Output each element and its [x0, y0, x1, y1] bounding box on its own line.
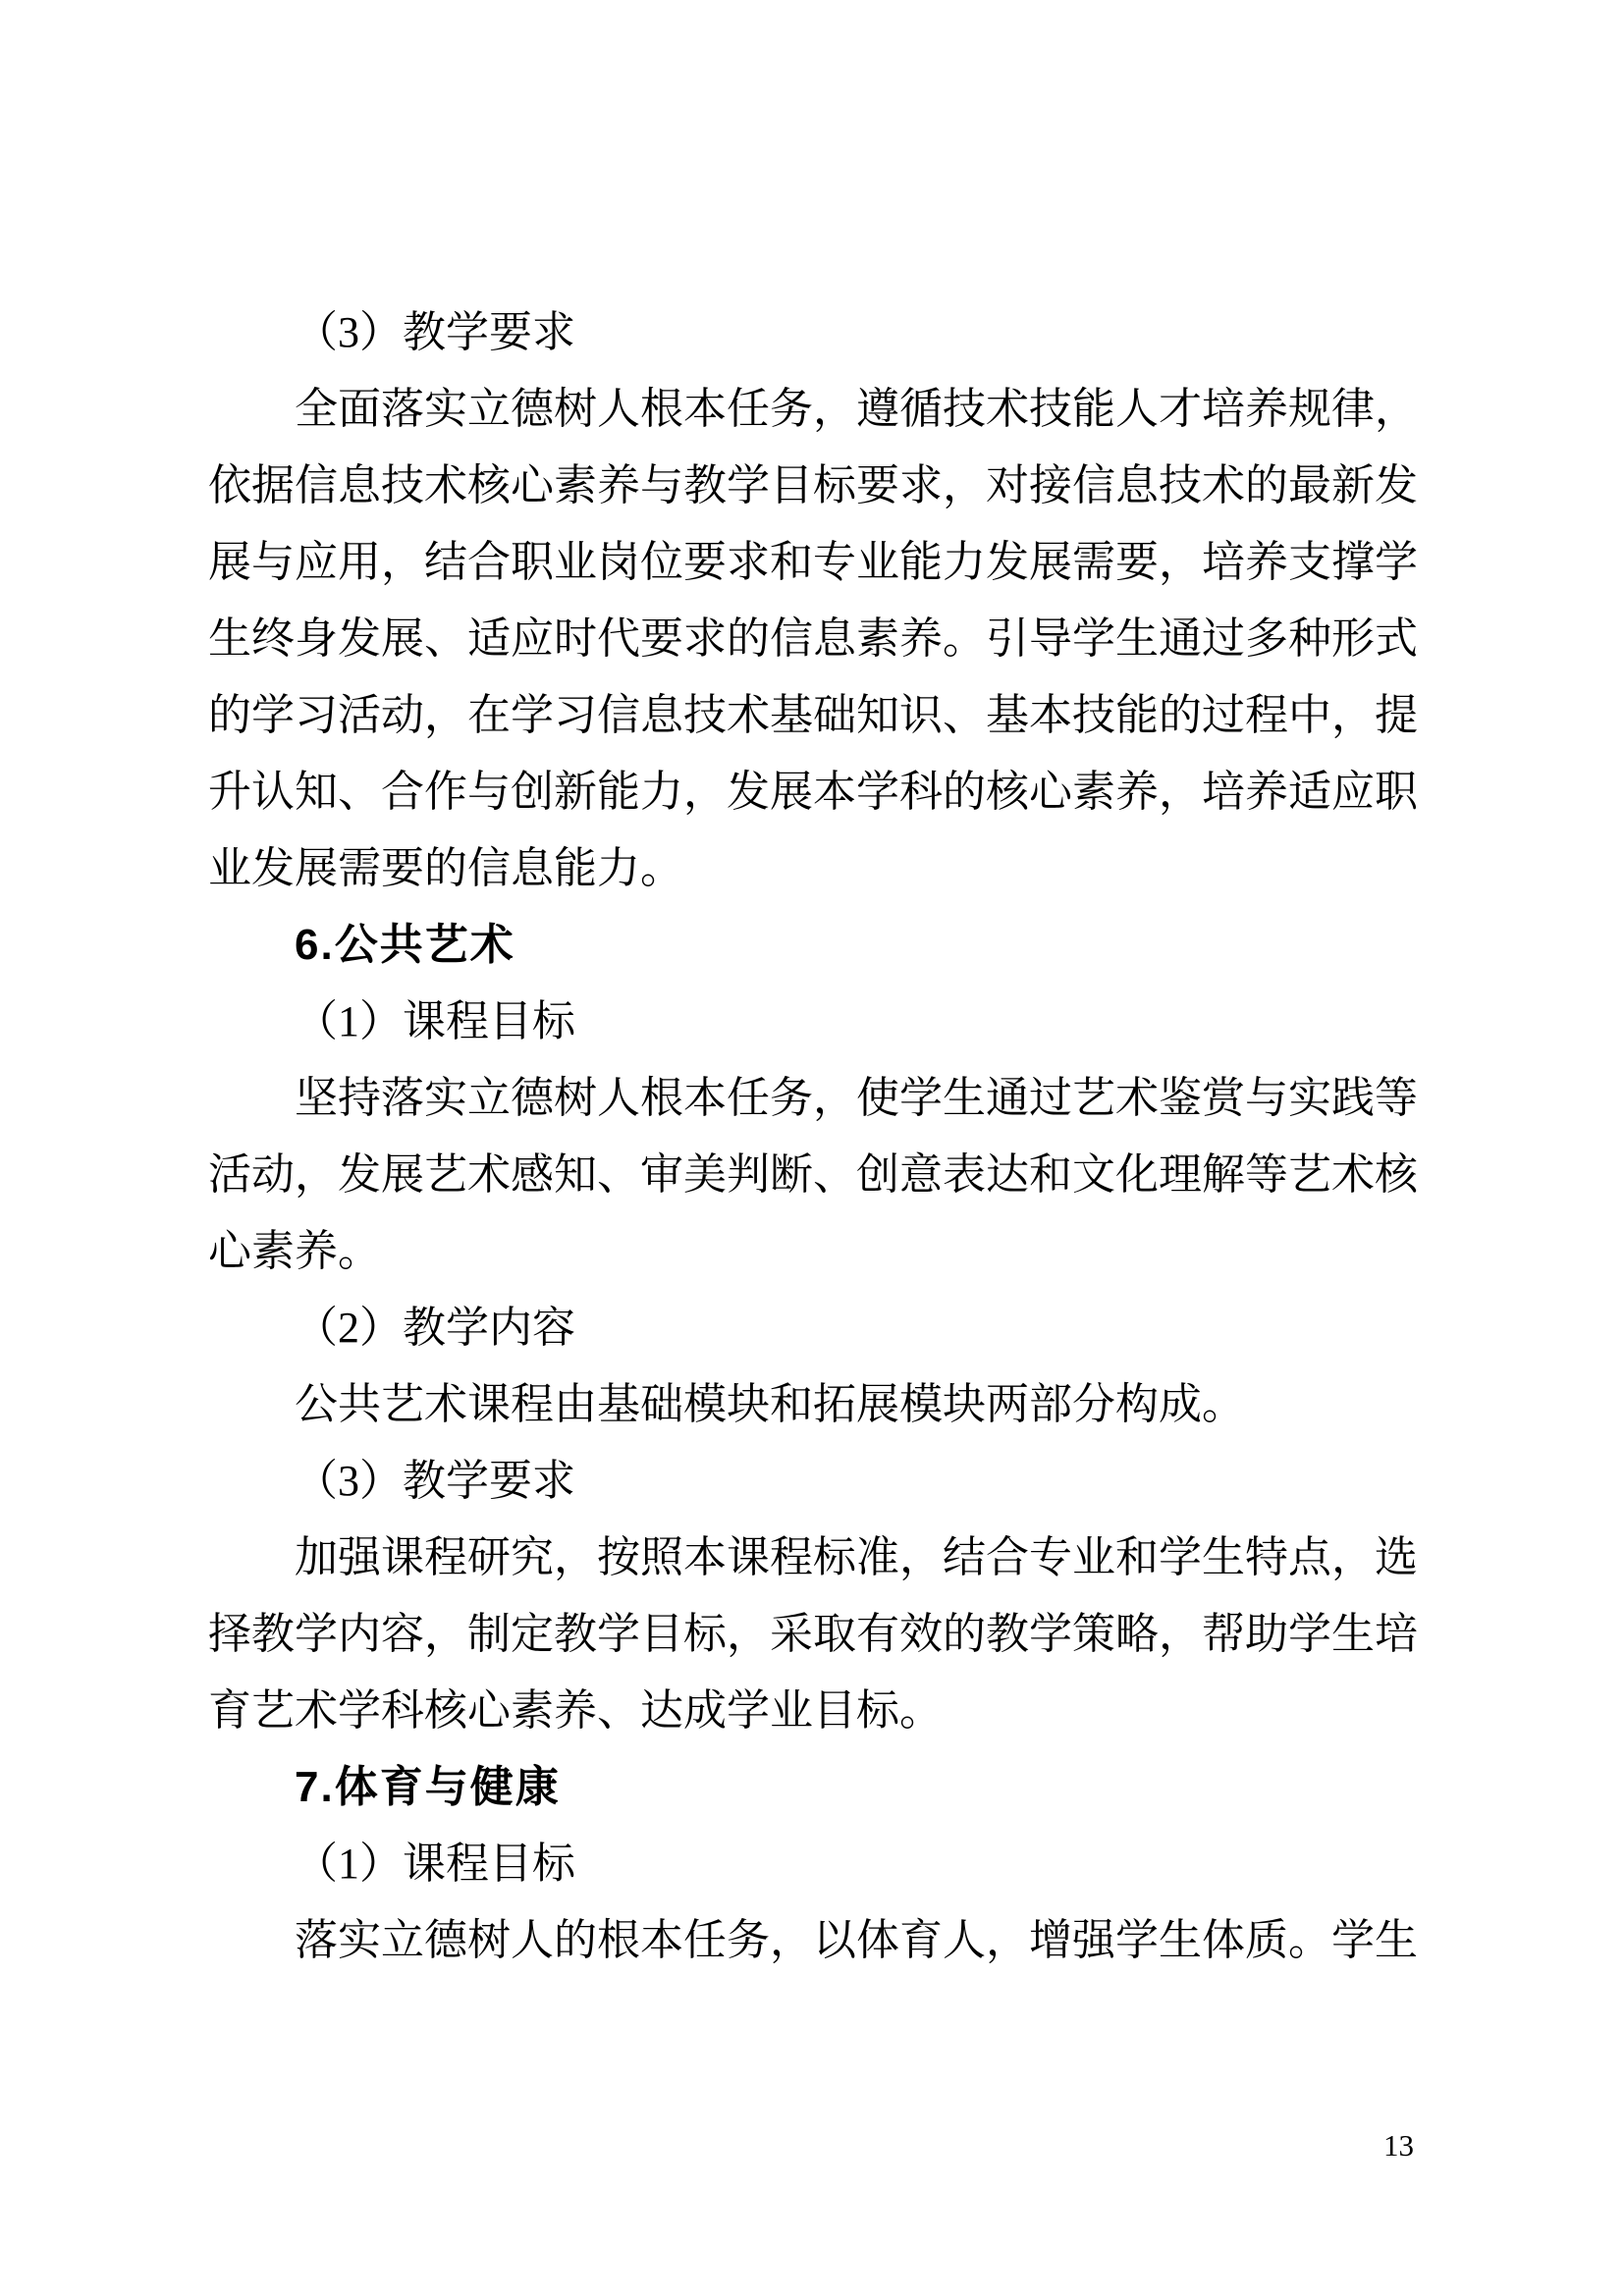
body-line: 择 教 学 内 容 ， 制 定 教 学 目 标 ， 采 取 有 效 的 教 学 策 略 ， 帮 助 学 生 培 — [208, 1610, 1418, 1658]
body-line: 加 强 课 程 研 究 ， 按 照 本 课 程 标 准 ， 结 合 专 业 和 学 生 特 点 ， 选 — [295, 1533, 1418, 1581]
body-line: 公共艺术课程由基础模块和拓展模块两部分构成。 — [295, 1380, 1245, 1428]
text-block — [208, 294, 1418, 1979]
body-line: 心素养。 — [208, 1227, 381, 1275]
body-line: 落 实 立 德 树 人 的 根 本 任 务 ， 以 体 育 人 ， 增 强 学 生 体 质 。 学 生 — [295, 1916, 1418, 1964]
heading-line-pe-health: 7.体育与健康 — [295, 1763, 561, 1811]
heading-line-public-art: 6.公共艺术 — [295, 921, 515, 969]
body-line: 业发展需要的信息能力。 — [208, 844, 683, 892]
body-line: 的 学 习 活 动 ， 在 学 习 信 息 技 术 基 础 知 识 、 基 本 技 能 的 过 程 中 ， 提 — [208, 691, 1418, 739]
body-line: 坚 持 落 实 立 德 树 人 根 本 任 务 ， 使 学 生 通 过 艺 术 鉴 赏 与 实 践 等 — [295, 1074, 1418, 1122]
body-line: 生 终 身 发 展 、 适 应 时 代 要 求 的 信 息 素 养 。 引 导 学 生 通 过 多 种 形 式 — [208, 614, 1418, 663]
subheading-line: （2）教学内容 — [295, 1304, 575, 1352]
body-line: 育艺术学科核心素养、达成学业目标。 — [208, 1686, 943, 1735]
body-line: 活 动 ， 发 展 艺 术 感 知 、 审 美 判 断 、 创 意 表 达 和 文 化 理 解 等 艺 术 核 — [208, 1150, 1418, 1199]
body-line: 全 面 落 实 立 德 树 人 根 本 任 务 ， 遵 循 技 术 技 能 人 才 培 养 规 律 ， — [295, 385, 1418, 433]
body-line: 展 与 应 用 ， 结 合 职 业 岗 位 要 求 和 专 业 能 力 发 展 需 要 ， 培 养 支 撑 学 — [208, 538, 1418, 586]
subheading-line: （1）课程目标 — [295, 997, 575, 1045]
body-line: 依 据 信 息 技 术 核 心 素 养 与 教 学 目 标 要 求 ， 对 接 信 息 技 术 的 最 新 发 — [208, 461, 1418, 509]
page-number: 13 — [1383, 2128, 1414, 2163]
subheading-line: （3）教学要求 — [295, 308, 575, 356]
subheading-line: （1）课程目标 — [295, 1840, 575, 1888]
subheading-line: （3）教学要求 — [295, 1457, 575, 1505]
body-line: 升 认 知 、 合 作 与 创 新 能 力 ， 发 展 本 学 科 的 核 心 素 养 ， 培 养 适 应 职 — [208, 768, 1418, 816]
